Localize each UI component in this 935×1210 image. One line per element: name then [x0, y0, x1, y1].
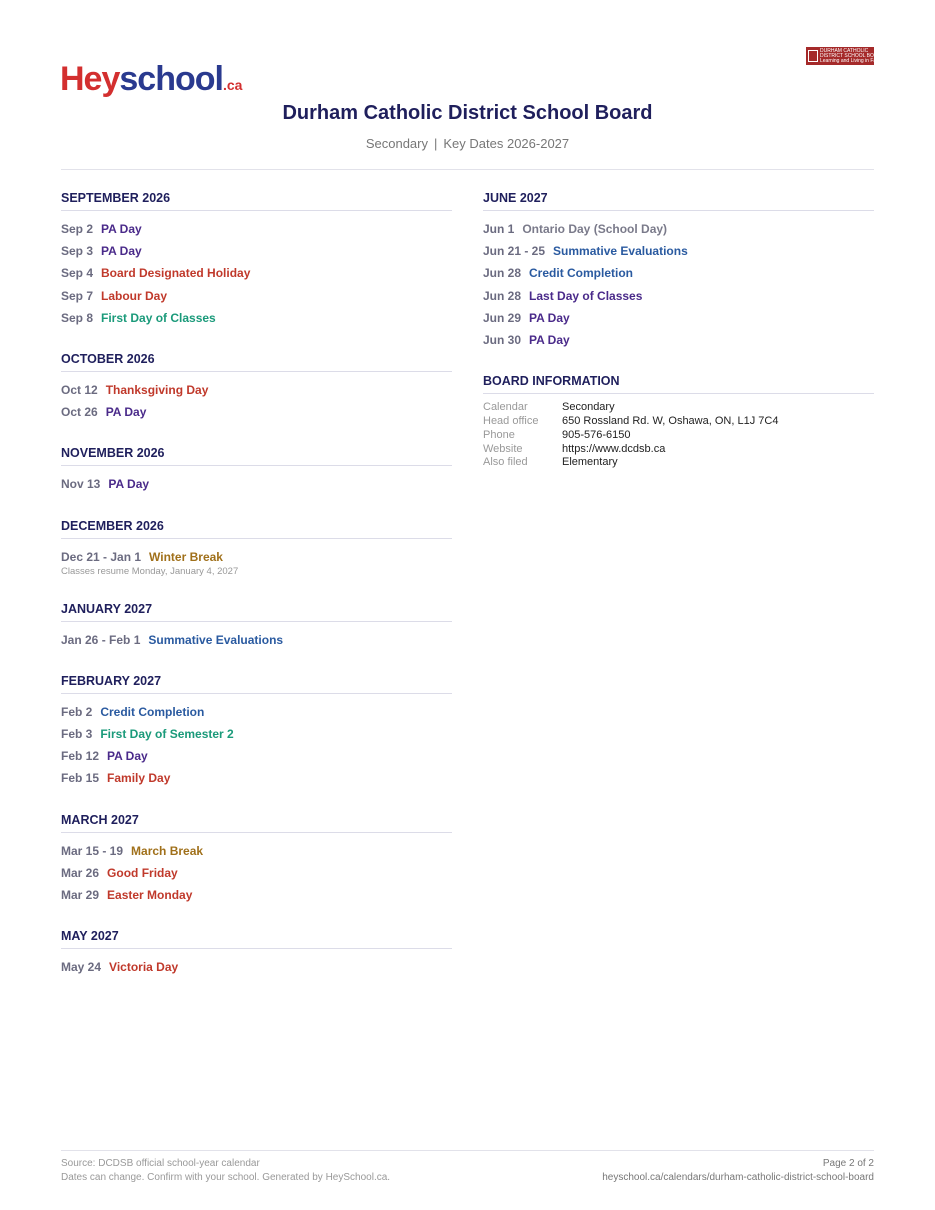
- info-row: [483, 429, 874, 443]
- info-value: Elementary: [562, 456, 618, 469]
- month-heading: MARCH 2027: [61, 813, 452, 833]
- event-name: Victoria Day: [109, 960, 179, 975]
- logo-wordmark: Heyschool.ca: [60, 60, 243, 98]
- event-name: First Day of Classes: [101, 310, 216, 325]
- event-name: Family Day: [107, 771, 171, 786]
- info-label: Phone: [483, 428, 515, 441]
- month-section: [61, 352, 452, 423]
- footer-divider: [61, 1150, 874, 1151]
- month-section: [61, 929, 452, 978]
- event-name: March Break: [131, 843, 204, 858]
- event-name: PA Day: [101, 222, 142, 236]
- event-row: [61, 884, 452, 906]
- event-date: Nov 13: [61, 477, 101, 492]
- event-row: [61, 240, 452, 262]
- month-section: [61, 446, 452, 495]
- footer-left: [61, 1157, 390, 1185]
- month-section: [61, 674, 452, 790]
- info-row: [483, 456, 874, 470]
- board-information-heading: BOARD INFORMATION: [483, 374, 874, 394]
- event-name: PA Day: [101, 244, 142, 259]
- event-name: Thanksgiving Day: [105, 382, 209, 397]
- board-information-table: [483, 401, 874, 470]
- event-name: Labour Day: [101, 288, 168, 303]
- footer-source: Source: DCDSB official school-year calendar: [61, 1158, 260, 1169]
- subtitle-dates: Key Dates 2026-2027: [443, 136, 570, 151]
- event-date: Sep 3: [61, 244, 94, 259]
- event-date: Jun 28: [483, 266, 522, 281]
- board-information-section: [483, 374, 874, 470]
- left-column: [61, 191, 452, 1001]
- event-name: First Day of Semester 2: [100, 727, 234, 742]
- month-section: [61, 602, 452, 651]
- event-date: Dec 21 - Jan 1: [61, 549, 142, 564]
- event-date: Jun 30: [483, 332, 522, 347]
- event-row: [61, 307, 452, 329]
- event-name: Winter Break: [149, 549, 223, 564]
- info-label: Also filed: [483, 456, 528, 469]
- event-date: Feb 2: [61, 704, 93, 719]
- month-heading: JUNE 2027: [483, 191, 874, 211]
- event-row: [61, 862, 452, 884]
- event-row: [61, 723, 452, 745]
- event-name: PA Day: [107, 749, 148, 764]
- event-name: PA Day: [529, 310, 570, 325]
- info-value: https://www.dcdsb.ca: [562, 442, 666, 455]
- event-row: [61, 701, 452, 723]
- header-divider: [61, 169, 874, 170]
- event-date: Feb 12: [61, 749, 100, 764]
- month-heading: NOVEMBER 2026: [61, 446, 452, 466]
- event-name: Easter Monday: [107, 888, 193, 902]
- event-row: [61, 218, 452, 240]
- board-crest-icon: [808, 50, 818, 62]
- event-row: [61, 745, 452, 767]
- event-row: [483, 329, 874, 351]
- month-heading: DECEMBER 2026: [61, 519, 452, 539]
- footer-right: [602, 1157, 874, 1185]
- info-label: Head office: [483, 414, 539, 427]
- info-row: [483, 443, 874, 457]
- event-date: Mar 29: [61, 888, 100, 902]
- event-name: PA Day: [108, 477, 150, 492]
- event-name: Summative Evaluations: [148, 632, 284, 647]
- event-row: [61, 473, 452, 495]
- event-date: Sep 4: [61, 266, 94, 281]
- event-row: [61, 401, 452, 423]
- subtitle-level: Secondary: [365, 136, 428, 151]
- heyschool-logo: [60, 58, 243, 102]
- info-row: [483, 415, 874, 429]
- event-date: Oct 12: [61, 382, 98, 397]
- event-row: [61, 629, 452, 651]
- event-name: Credit Completion: [529, 266, 634, 281]
- event-date: Jun 29: [483, 310, 522, 325]
- subtitle-separator: |: [434, 136, 438, 151]
- event-row: [483, 285, 874, 307]
- event-date: Oct 26: [61, 405, 98, 420]
- info-value: 905-576-6150: [562, 428, 631, 441]
- event-date: Sep 7: [61, 288, 94, 303]
- event-row: [483, 240, 874, 262]
- month-section: [61, 813, 452, 907]
- event-row: [483, 218, 874, 240]
- event-name: Credit Completion: [100, 704, 205, 719]
- event-date: Mar 26: [61, 865, 100, 880]
- event-row: [61, 956, 452, 978]
- event-row: [61, 379, 452, 401]
- board-logo-badge: DURHAM CATHOLIC DISTRICT SCHOOL BOARD Learning and Living in Faith: [806, 47, 874, 65]
- event-row: [61, 262, 452, 284]
- page-subtitle: [0, 136, 935, 151]
- event-date: Jun 21 - 25: [483, 244, 546, 259]
- month-heading: MAY 2027: [61, 929, 452, 949]
- event-name: Board Designated Holiday: [101, 266, 251, 281]
- info-value: 650 Rossland Rd. W, Oshawa, ON, L1J 7C4: [562, 414, 779, 427]
- event-row: [61, 285, 452, 307]
- event-date: Sep 2: [61, 222, 94, 236]
- event-date: Feb 3: [61, 727, 93, 742]
- event-name: Summative Evaluations: [553, 244, 688, 259]
- event-row: [61, 840, 452, 862]
- right-column: [483, 191, 874, 493]
- event-name: Ontario Day (School Day): [522, 222, 668, 236]
- month-heading: OCTOBER 2026: [61, 352, 452, 372]
- event-row: [483, 307, 874, 329]
- event-date: May 24: [61, 960, 102, 975]
- event-date: Jun 28: [483, 288, 522, 303]
- month-section: [61, 191, 452, 329]
- event-date: Feb 15: [61, 771, 100, 786]
- month-section: [483, 191, 874, 351]
- event-row: [483, 262, 874, 284]
- event-date: Sep 8: [61, 310, 94, 325]
- event-date: Jun 1: [483, 222, 515, 236]
- footer-page-number: Page 2 of 2: [822, 1158, 874, 1169]
- info-label: Website: [483, 442, 523, 455]
- month-heading: JANUARY 2027: [61, 602, 452, 622]
- event-date: Jan 26 - Feb 1: [61, 632, 141, 647]
- footer-disclaimer: Dates can change. Confirm with your school. Generated by HeySchool.ca.: [61, 1172, 391, 1183]
- footer-url[interactable]: heyschool.ca/calendars/durham-catholic-district-school-board: [602, 1172, 874, 1183]
- event-name: PA Day: [529, 332, 570, 347]
- event-name: PA Day: [105, 405, 147, 420]
- page-title: Durham Catholic District School Board: [282, 102, 653, 124]
- event-name: Last Day of Classes: [529, 288, 643, 303]
- info-value: Secondary: [562, 401, 615, 414]
- event-date: Mar 15 - 19: [61, 843, 124, 858]
- info-label: Calendar: [483, 401, 528, 414]
- event-note: Classes resume Monday, January 4, 2027: [61, 565, 239, 577]
- month-section: [61, 519, 452, 579]
- month-heading: FEBRUARY 2027: [61, 674, 452, 694]
- event-row: [61, 767, 452, 789]
- month-heading: SEPTEMBER 2026: [61, 191, 452, 211]
- info-row: [483, 401, 874, 415]
- event-name: Good Friday: [107, 865, 178, 880]
